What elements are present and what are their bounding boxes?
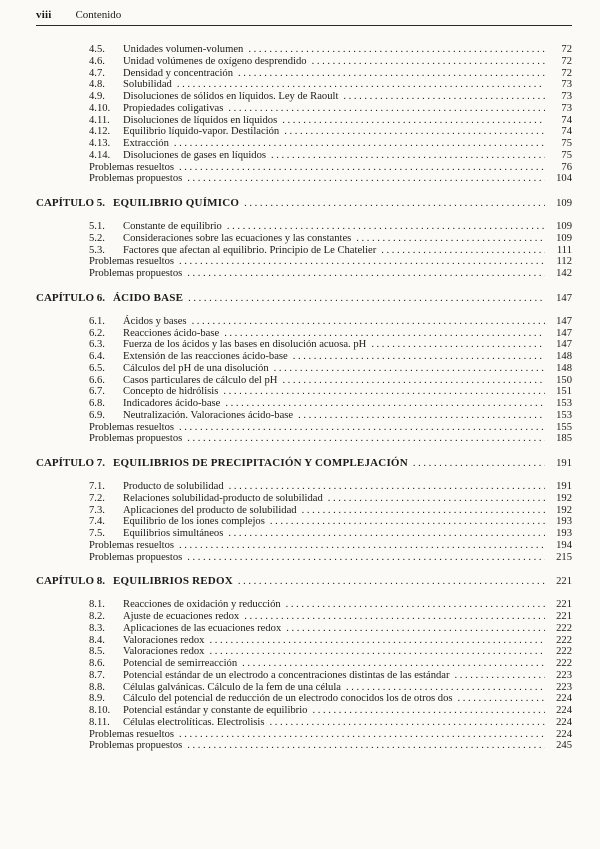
chapter-heading xyxy=(36,197,572,210)
leader-dots xyxy=(270,717,545,729)
leader-dots xyxy=(209,635,545,647)
toc-entry xyxy=(36,328,572,340)
entry-title: Equilibrio de los iones complejos xyxy=(123,516,265,528)
chapter-page: 221 xyxy=(556,576,572,588)
toc-entry xyxy=(36,623,572,635)
entry-title: Solubilidad xyxy=(123,79,172,91)
entry-number: 4.9. xyxy=(89,91,105,102)
entry-number: 4.12. xyxy=(89,126,111,138)
chapter-title: EQUILIBRIOS REDOX xyxy=(113,575,233,588)
entry-title: Cálculos del pH de una disolución xyxy=(123,362,269,374)
entry-number: 6.3. xyxy=(89,339,105,351)
entry-page: 191 xyxy=(556,481,572,492)
entry-number: 4.11. xyxy=(89,114,110,126)
entry-title: Aplicaciones del producto de solubilidad xyxy=(123,504,297,516)
leader-dots xyxy=(228,103,545,115)
entry-title: Reacciones ácido-base xyxy=(123,327,220,339)
entry-title: Reacciones de oxidación y reducción xyxy=(123,599,281,611)
entry-title: Problemas resueltos xyxy=(89,161,175,173)
running-head: Contenido xyxy=(75,9,122,21)
toc-entry xyxy=(36,646,572,658)
chapter-label: CAPÍTULO 5. xyxy=(36,197,106,209)
entry-title: Valoraciones redox xyxy=(123,634,205,646)
entry-title: Problemas resueltos xyxy=(89,539,175,551)
entry-title: Fuerza de los ácidos y las bases en disolución acuosa. pH xyxy=(123,339,367,351)
toc-entry xyxy=(36,516,572,528)
entry-page: 75 xyxy=(561,138,572,149)
toc-entry xyxy=(36,717,572,729)
entry-title: Casos particulares de cálculo del pH xyxy=(123,374,278,386)
entry-title: Indicadores ácido-base xyxy=(123,398,221,409)
entry-page: 73 xyxy=(561,79,572,91)
leader-dots xyxy=(188,292,545,305)
toc-entry xyxy=(36,233,572,245)
entry-page: 224 xyxy=(556,693,572,705)
leader-dots xyxy=(244,197,545,210)
entry-page: 192 xyxy=(556,492,572,504)
toc-entry xyxy=(36,493,572,505)
toc-entry xyxy=(36,670,572,682)
entry-number: 8.8. xyxy=(89,681,105,693)
entry-page: 222 xyxy=(556,634,572,646)
toc-entry xyxy=(36,505,572,517)
leader-dots xyxy=(271,150,545,162)
toc-entry xyxy=(36,410,572,422)
entry-title: Potencial estándar de un electrodo a concentraciones distintas de las estándar xyxy=(123,669,450,681)
entry-number: 8.9. xyxy=(89,693,105,705)
entry-number: 7.1. xyxy=(89,481,105,492)
leader-dots xyxy=(225,398,545,410)
entry-page: 74 xyxy=(561,114,572,126)
entry-title: Problemas propuestos xyxy=(89,740,183,752)
toc-entry xyxy=(36,705,572,717)
chapter-title: ÁCIDO BASE xyxy=(113,291,184,304)
entry-title: Problemas resueltos xyxy=(89,421,175,433)
leader-dots xyxy=(187,268,545,280)
leader-dots xyxy=(179,729,545,741)
entry-title: Problemas propuestos xyxy=(89,173,183,185)
leader-dots xyxy=(192,316,545,328)
entry-page: 109 xyxy=(556,221,572,232)
leader-dots xyxy=(187,740,545,752)
toc-section xyxy=(36,457,572,563)
leader-dots xyxy=(229,481,545,493)
leader-dots xyxy=(293,351,545,363)
entry-number: 6.1. xyxy=(89,315,105,327)
toc-entry xyxy=(36,386,572,398)
entry-title: Cálculo del potencial de reducción de un electrodo conocidos los de otros dos xyxy=(123,693,453,705)
entry-title: Disoluciones de líquidos en líquidos xyxy=(123,114,278,126)
entry-number: 8.11. xyxy=(89,716,110,728)
leader-dots xyxy=(238,68,545,80)
leader-dots xyxy=(177,79,545,91)
entry-number: 4.7. xyxy=(89,67,105,79)
entry-title: Producto de solubilidad xyxy=(123,481,224,492)
entry-page: 193 xyxy=(556,528,572,539)
entry-number: 8.4. xyxy=(89,634,105,646)
entry-page: 224 xyxy=(556,705,572,716)
chapter-page: 109 xyxy=(556,198,572,209)
chapter-heading xyxy=(36,292,572,305)
toc-entry xyxy=(36,256,572,268)
entry-number: 8.10. xyxy=(89,705,111,716)
toc-section xyxy=(36,292,572,445)
entry-title: Problemas propuestos xyxy=(89,551,183,563)
entry-page: 76 xyxy=(561,161,572,173)
entry-number: 7.3. xyxy=(89,504,105,516)
toc-entry xyxy=(36,44,572,56)
leader-dots xyxy=(286,623,545,635)
entry-number: 6.2. xyxy=(89,327,105,339)
entry-page: 222 xyxy=(556,622,572,634)
entry-page: 148 xyxy=(556,362,572,374)
leader-dots xyxy=(228,528,545,540)
entry-page: 147 xyxy=(556,315,572,327)
entry-page: 147 xyxy=(556,339,572,351)
entry-title: Ajuste de ecuaciones redox xyxy=(123,611,240,622)
leader-dots xyxy=(282,115,545,127)
entry-title: Factores que afectan al equilibrio. Principio de Le Chatelier xyxy=(123,244,377,256)
entry-number: 6.8. xyxy=(89,398,105,409)
entry-page: 73 xyxy=(561,102,572,114)
entry-page: 111 xyxy=(556,244,572,256)
entry-title: Problemas propuestos xyxy=(89,268,183,279)
entry-number: 7.4. xyxy=(89,516,105,528)
toc-entry xyxy=(36,245,572,257)
toc-entry xyxy=(36,339,572,351)
entry-title: Concepto de hidrólisis xyxy=(123,386,219,398)
leader-dots xyxy=(455,670,545,682)
entry-number: 6.7. xyxy=(89,386,105,398)
entry-page: 215 xyxy=(556,551,572,563)
entry-page: 72 xyxy=(561,67,572,79)
chapter-page: 191 xyxy=(556,458,572,469)
entry-number: 4.14. xyxy=(89,149,111,161)
page-number: viii xyxy=(36,9,52,21)
entry-number: 5.3. xyxy=(89,244,105,256)
entry-title: Problemas resueltos xyxy=(89,256,175,268)
toc-entry xyxy=(36,398,572,410)
leader-dots xyxy=(328,493,545,505)
entry-number: 4.13. xyxy=(89,138,111,149)
leader-dots xyxy=(413,457,545,470)
leader-dots xyxy=(371,339,545,351)
chapter-heading xyxy=(36,575,572,588)
entry-number: 6.4. xyxy=(89,351,105,362)
chapter-page: 147 xyxy=(556,292,572,304)
leader-dots xyxy=(356,233,545,245)
entry-title: Unidades volumen-volumen xyxy=(123,44,244,55)
leader-dots xyxy=(302,505,545,517)
entry-page: 193 xyxy=(556,516,572,528)
leader-dots xyxy=(238,575,545,588)
entry-number: 8.1. xyxy=(89,599,105,611)
toc-entry xyxy=(36,611,572,623)
entry-page: 72 xyxy=(561,55,572,67)
leader-dots xyxy=(224,328,545,340)
toc-entry xyxy=(36,729,572,741)
entry-page: 148 xyxy=(556,351,572,362)
toc-entry xyxy=(36,221,572,233)
entry-title: Unidad volúmenes de oxígeno desprendido xyxy=(123,55,307,67)
toc-entry xyxy=(36,635,572,647)
toc-entry xyxy=(36,693,572,705)
entry-page: 153 xyxy=(556,398,572,409)
toc-entry xyxy=(36,740,572,752)
entry-title: Extensión de las reacciones ácido-base xyxy=(123,351,288,362)
toc-entry xyxy=(36,150,572,162)
toc-entry xyxy=(36,56,572,68)
toc-entry xyxy=(36,528,572,540)
entry-number: 8.2. xyxy=(89,611,105,622)
leader-dots xyxy=(179,422,545,434)
leader-dots xyxy=(284,126,545,138)
toc-entry xyxy=(36,540,572,552)
entry-page: 155 xyxy=(556,421,572,433)
leader-dots xyxy=(179,540,545,552)
entry-number: 6.6. xyxy=(89,374,105,386)
leader-dots xyxy=(270,516,545,528)
toc-entry xyxy=(36,115,572,127)
toc-entry xyxy=(36,173,572,185)
entry-page: 112 xyxy=(556,256,572,268)
entry-title: Células electrolíticas. Electrolisis xyxy=(123,716,265,728)
entry-page: 150 xyxy=(556,374,572,386)
toc-entry xyxy=(36,68,572,80)
entry-title: Problemas propuestos xyxy=(89,433,183,445)
chapter-heading xyxy=(36,457,572,470)
toc-section xyxy=(36,575,572,752)
entry-title: Equilibrio líquido-vapor. Destilación xyxy=(123,126,280,138)
entry-page: 147 xyxy=(556,327,572,339)
entry-number: 6.5. xyxy=(89,362,105,374)
leader-dots xyxy=(312,705,545,717)
entry-title: Constante de equilibrio xyxy=(123,221,222,232)
leader-dots xyxy=(274,363,545,375)
entry-title: Disoluciones de sólidos en líquidos. Ley de Raoult xyxy=(123,91,339,102)
entry-page: 75 xyxy=(561,149,572,161)
entry-title: Relaciones solubilidad-producto de solubilidad xyxy=(123,492,323,504)
leader-dots xyxy=(209,646,545,658)
toc-entry xyxy=(36,422,572,434)
entry-title: Extracción xyxy=(123,138,169,149)
entry-page: 185 xyxy=(556,433,572,445)
entry-page: 222 xyxy=(556,646,572,658)
toc-entry xyxy=(36,433,572,445)
page-header xyxy=(36,9,572,25)
entry-title: Neutralización. Valoraciones ácido-base xyxy=(123,409,294,421)
entry-page: 222 xyxy=(556,658,572,669)
entry-title: Valoraciones redox xyxy=(123,646,205,658)
table-of-contents xyxy=(36,39,572,752)
entry-page: 72 xyxy=(561,44,572,55)
chapter-title: EQUILIBRIO QUÍMICO xyxy=(113,197,240,209)
entry-number: 5.1. xyxy=(89,221,105,232)
leader-dots xyxy=(248,44,545,56)
entry-title: Equilibrios simultáneos xyxy=(123,528,224,539)
toc-entry xyxy=(36,138,572,150)
toc-entry xyxy=(36,103,572,115)
entry-page: 194 xyxy=(556,539,572,551)
entry-number: 4.10. xyxy=(89,102,111,114)
entry-page: 142 xyxy=(556,268,572,279)
leader-dots xyxy=(286,599,545,611)
entry-title: Disoluciones de gases en líquidos xyxy=(123,149,266,161)
leader-dots xyxy=(244,611,545,623)
entry-page: 224 xyxy=(556,728,572,740)
entry-title: Aplicaciones de las ecuaciones redox xyxy=(123,622,282,634)
toc-entry xyxy=(36,79,572,91)
entry-page: 223 xyxy=(556,669,572,681)
leader-dots xyxy=(312,56,545,68)
toc-entry xyxy=(36,351,572,363)
leader-dots xyxy=(174,138,545,150)
leader-dots xyxy=(346,682,545,694)
entry-number: 4.6. xyxy=(89,55,105,67)
toc-entry xyxy=(36,658,572,670)
entry-number: 8.5. xyxy=(89,646,105,658)
entry-number: 8.6. xyxy=(89,658,105,669)
entry-page: 153 xyxy=(556,409,572,421)
leader-dots xyxy=(187,433,545,445)
leader-dots xyxy=(458,693,546,705)
entry-title: Potencial estándar y constante de equilibrio xyxy=(123,705,308,716)
entry-page: 104 xyxy=(556,173,572,185)
entry-title: Propiedades coligativas xyxy=(123,102,224,114)
entry-page: 73 xyxy=(561,91,572,102)
leader-dots xyxy=(343,91,545,103)
chapter-label: CAPÍTULO 7. xyxy=(36,457,106,469)
toc-entry xyxy=(36,363,572,375)
toc-section xyxy=(36,44,572,185)
entry-title: Consideraciones sobre las ecuaciones y las constantes xyxy=(123,232,352,244)
entry-title: Ácidos y bases xyxy=(123,315,187,327)
entry-number: 4.8. xyxy=(89,79,105,91)
leader-dots xyxy=(223,386,545,398)
leader-dots xyxy=(187,552,545,564)
entry-page: 221 xyxy=(556,599,572,611)
toc-entry xyxy=(36,268,572,280)
entry-page: 74 xyxy=(561,126,572,138)
leader-dots xyxy=(187,173,545,185)
entry-page: 151 xyxy=(556,386,572,398)
entry-title: Problemas resueltos xyxy=(89,728,175,740)
entry-number: 7.5. xyxy=(89,528,105,539)
entry-page: 221 xyxy=(556,611,572,622)
entry-title: Densidad y concentración xyxy=(123,67,234,79)
entry-page: 223 xyxy=(556,681,572,693)
toc-section xyxy=(36,197,572,280)
header-rule xyxy=(36,25,572,26)
toc-entry xyxy=(36,316,572,328)
entry-number: 8.7. xyxy=(89,669,105,681)
toc-entry xyxy=(36,126,572,138)
chapter-label: CAPÍTULO 6. xyxy=(36,291,106,304)
toc-entry xyxy=(36,552,572,564)
leader-dots xyxy=(282,375,545,387)
entry-number: 6.9. xyxy=(89,409,105,421)
entry-page: 109 xyxy=(556,232,572,244)
entry-page: 245 xyxy=(556,740,572,752)
entry-page: 192 xyxy=(556,504,572,516)
entry-number: 5.2. xyxy=(89,232,105,244)
entry-number: 4.5. xyxy=(89,44,105,55)
leader-dots xyxy=(298,410,545,422)
toc-entry xyxy=(36,599,572,611)
leader-dots xyxy=(381,245,545,257)
leader-dots xyxy=(179,162,545,174)
toc-entry xyxy=(36,91,572,103)
toc-entry xyxy=(36,162,572,174)
entry-number: 8.3. xyxy=(89,622,105,634)
leader-dots xyxy=(179,256,545,268)
entry-title: Células galvánicas. Cálculo de la fem de una célula xyxy=(123,681,341,693)
toc-entry xyxy=(36,375,572,387)
toc-entry xyxy=(36,682,572,694)
leader-dots xyxy=(242,658,545,670)
toc-entry xyxy=(36,481,572,493)
leader-dots xyxy=(227,221,545,233)
chapter-label: CAPÍTULO 8. xyxy=(36,575,106,588)
entry-page: 224 xyxy=(556,716,572,728)
chapter-title: EQUILIBRIOS DE PRECIPITACIÓN Y COMPLEJACIÓN xyxy=(113,457,408,469)
entry-number: 7.2. xyxy=(89,492,105,504)
entry-title: Potencial de semirreacción xyxy=(123,658,238,669)
